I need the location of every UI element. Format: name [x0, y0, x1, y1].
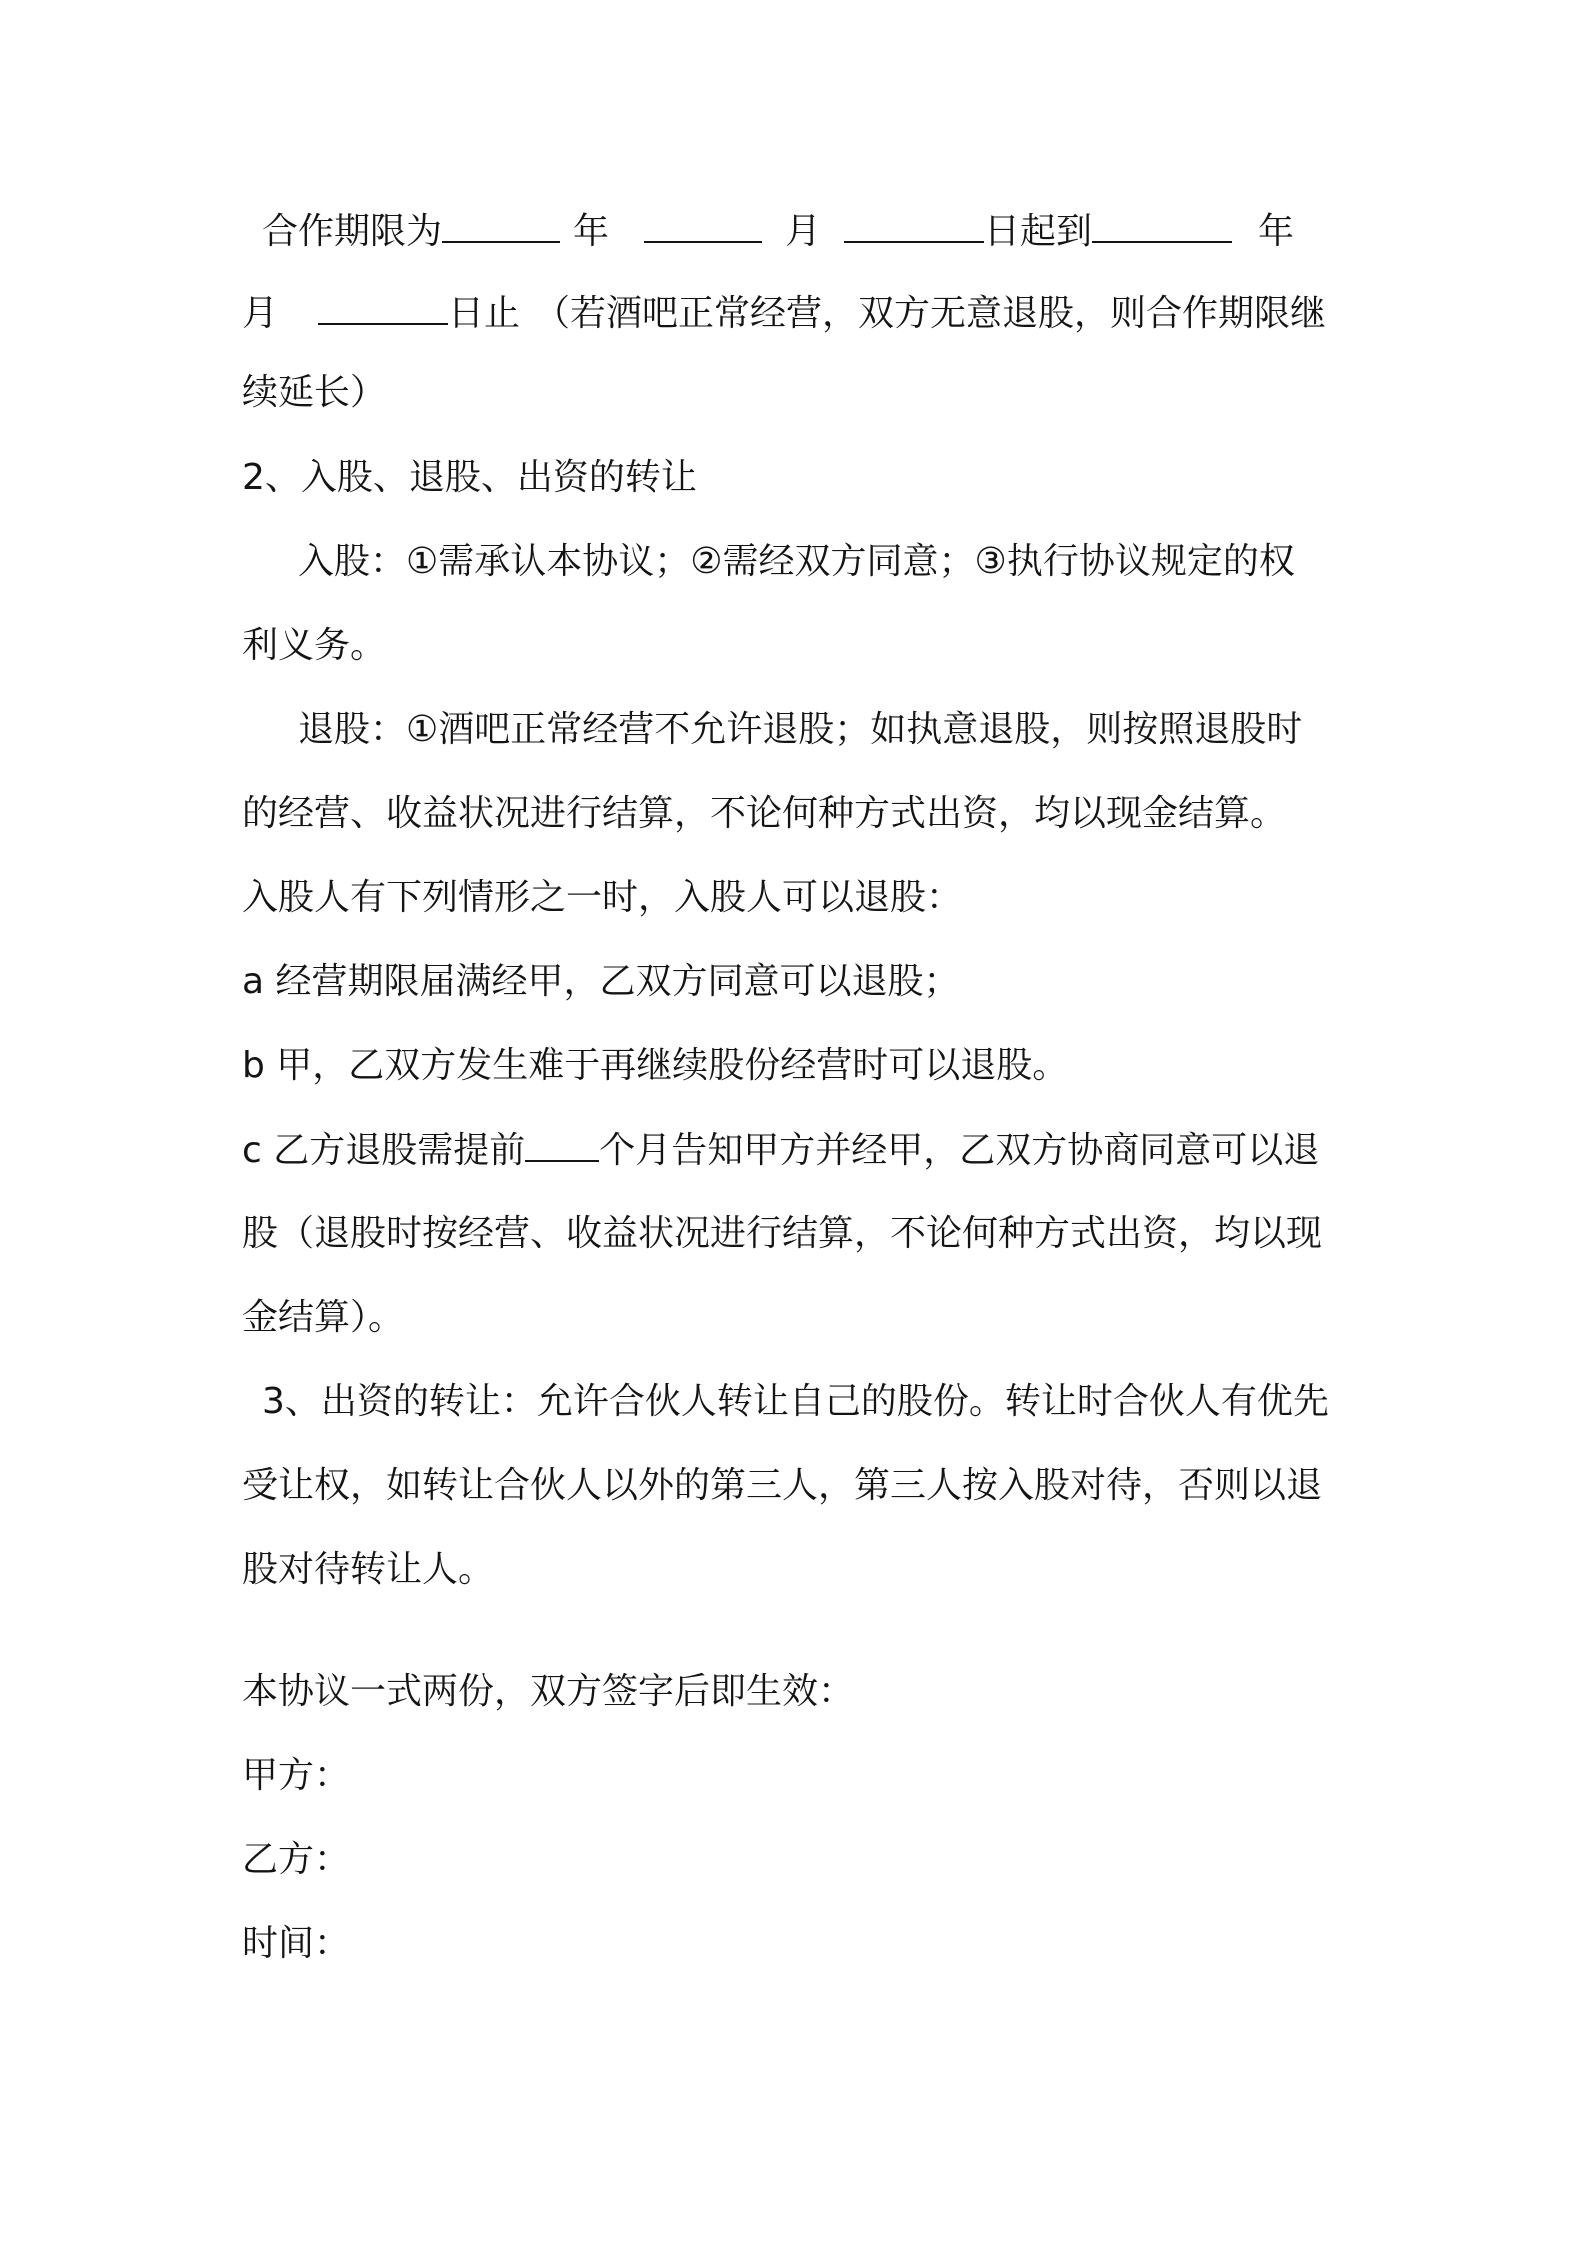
- party-a-signature: 甲方：: [242, 1755, 351, 1796]
- paragraph-line: 入股：①需承认本协议；②需经双方同意；③执行协议规定的权: [298, 541, 1295, 582]
- section-heading-2: 2、入股、退股、出资的转让: [242, 457, 697, 498]
- paragraph-line: 股对待转让人。: [242, 1549, 495, 1590]
- end-year-blank: [1092, 207, 1232, 243]
- month-blank: [644, 207, 762, 243]
- year-blank: [442, 207, 560, 243]
- year-label: 年: [573, 211, 610, 252]
- effectiveness-statement: 本协议一式两份，双方签字后即生效：: [242, 1671, 855, 1712]
- end-day-blank: [318, 289, 448, 325]
- section-heading-3: 3、出资的转让：允许合伙人转让自己的股份。转让时合伙人有优先: [262, 1381, 1329, 1422]
- term-line-1: [262, 207, 1294, 256]
- paragraph-line: 受让权，如转让合伙人以外的第三人，第三人按入股对待，否则以退: [242, 1465, 1323, 1506]
- day-blank: [844, 207, 984, 243]
- term-label: 合作期限为: [262, 211, 443, 252]
- list-item: a 经营期限届满经甲，乙双方同意可以退股；: [242, 961, 960, 1002]
- paragraph-line: 续延长）: [242, 372, 387, 413]
- start-label: 日起到: [984, 211, 1093, 252]
- list-item: [242, 1126, 1319, 1175]
- list-item: b 甲，乙双方发生难于再继续股份经营时可以退股。: [242, 1045, 1069, 1086]
- paragraph-line: 金结算）。: [242, 1297, 405, 1338]
- paragraph-line: 股（退股时按经营、收益状况进行结算，不论何种方式出资，均以现: [242, 1213, 1323, 1254]
- term-note: （若酒吧正常经营，双方无意退股，则合作期限继: [534, 293, 1327, 334]
- paragraph-line: 入股人有下列情形之一时，入股人可以退股：: [242, 877, 963, 918]
- end-year-label: 年: [1258, 211, 1295, 252]
- end-month-label: 月: [242, 293, 279, 334]
- paragraph-line: 利义务。: [242, 625, 387, 666]
- paragraph-line: 的经营、收益状况进行结算，不论何种方式出资，均以现金结算。: [242, 793, 1287, 834]
- notice-months-blank: [525, 1126, 599, 1162]
- notice-prefix: c 乙方退股需提前: [242, 1130, 526, 1171]
- paragraph-line: 退股：①酒吧正常经营不允许退股；如执意退股，则按照退股时: [298, 709, 1303, 750]
- party-b-signature: 乙方：: [242, 1839, 351, 1880]
- term-line-2: [242, 289, 1326, 338]
- month-label: 月: [785, 211, 822, 252]
- end-label: 日止: [448, 293, 521, 334]
- notice-suffix: 个月告知甲方并经甲，乙双方协商同意可以退: [599, 1130, 1320, 1171]
- date-signature: 时间：: [242, 1923, 351, 1964]
